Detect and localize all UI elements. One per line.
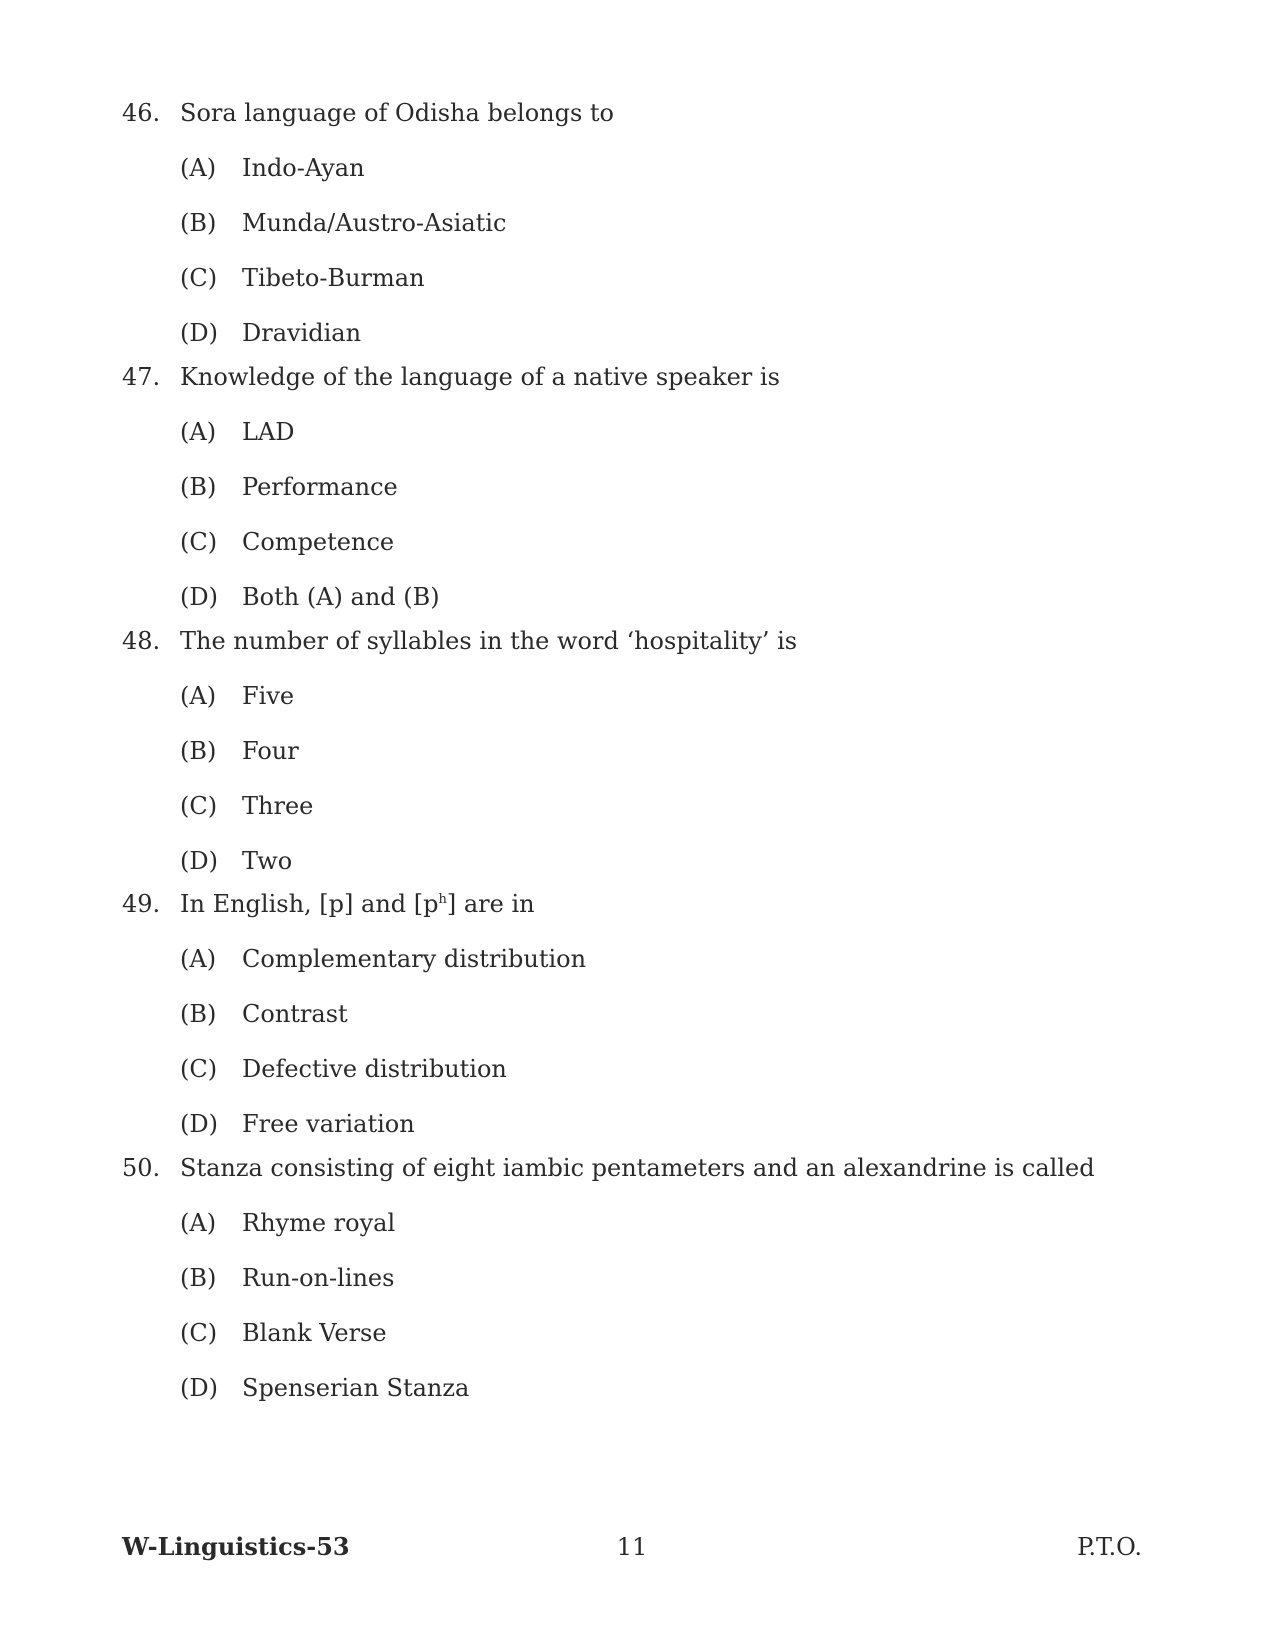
question-number: 50.: [122, 1154, 161, 1182]
option-text: Complementary distribution: [242, 945, 587, 973]
option-text: Spenserian Stanza: [242, 1374, 470, 1402]
option-a: [180, 681, 1122, 711]
option-text: Two: [242, 847, 293, 875]
page-footer: [122, 1531, 1142, 1563]
aspiration-superscript: h: [438, 892, 447, 907]
option-c: [180, 1054, 1122, 1084]
option-a: [180, 944, 1122, 974]
option-label: (B): [180, 473, 217, 501]
option-list: [122, 153, 1122, 348]
option-a: [180, 417, 1122, 447]
option-b: [180, 472, 1122, 502]
question-stem: [122, 362, 1122, 392]
option-text: Both (A) and (B): [242, 583, 440, 611]
question-stem: [122, 1153, 1122, 1183]
option-d: [180, 846, 1122, 876]
option-d: [180, 1373, 1122, 1403]
option-b: [180, 999, 1122, 1029]
question-text-after: ] are in: [446, 890, 535, 918]
option-b: [180, 736, 1122, 766]
question-stem: [122, 98, 1122, 128]
option-text: Rhyme royal: [242, 1209, 396, 1237]
option-label: (C): [180, 528, 218, 556]
option-text: Four: [242, 737, 299, 765]
option-label: (A): [180, 945, 217, 973]
question-number: 46.: [122, 99, 161, 127]
option-text: Performance: [242, 473, 398, 501]
option-label: (D): [180, 319, 218, 347]
option-text: LAD: [242, 418, 295, 446]
booklet-code: W-Linguistics-53: [122, 1532, 350, 1561]
option-label: (C): [180, 1319, 218, 1347]
option-text: Free variation: [242, 1110, 415, 1138]
option-label: (B): [180, 209, 217, 237]
option-label: (B): [180, 737, 217, 765]
option-text: Tibeto-Burman: [242, 264, 425, 292]
option-a: [180, 1208, 1122, 1238]
page-number: 11: [616, 1533, 648, 1561]
option-c: [180, 1318, 1122, 1348]
option-list: [122, 944, 1122, 1139]
option-list: [122, 417, 1122, 612]
option-label: (C): [180, 792, 218, 820]
question-text-before: In English, [p] and [p: [180, 890, 439, 918]
option-text: Run-on-lines: [242, 1264, 395, 1292]
option-c: [180, 527, 1122, 557]
option-list: [122, 681, 1122, 876]
option-d: [180, 318, 1122, 348]
question-46: [122, 98, 1122, 348]
question-50: [122, 1153, 1122, 1403]
option-label: (A): [180, 682, 217, 710]
option-a: [180, 153, 1122, 183]
option-label: (A): [180, 154, 217, 182]
question-number: 47.: [122, 363, 161, 391]
option-label: (C): [180, 1055, 218, 1083]
question-number: 48.: [122, 627, 161, 655]
option-label: (B): [180, 1264, 217, 1292]
option-text: Five: [242, 682, 295, 710]
option-label: (D): [180, 1374, 218, 1402]
option-text: Blank Verse: [242, 1319, 387, 1347]
option-list: [122, 1208, 1122, 1403]
option-label: (C): [180, 264, 218, 292]
option-text: Three: [242, 792, 314, 820]
question-text: Sora language of Odisha belongs to: [180, 99, 615, 127]
question-stem: [122, 626, 1122, 656]
option-d: [180, 1109, 1122, 1139]
question-text: The number of syllables in the word ‘hospitality’ is: [180, 627, 798, 655]
pto-label: P.T.O.: [1077, 1533, 1142, 1561]
question-47: [122, 362, 1122, 612]
question-49: [122, 889, 1122, 1139]
option-label: (D): [180, 1110, 218, 1138]
option-label: (A): [180, 1209, 217, 1237]
option-label: (A): [180, 418, 217, 446]
option-label: (D): [180, 583, 218, 611]
option-b: [180, 208, 1122, 238]
option-label: (D): [180, 847, 218, 875]
option-text: Competence: [242, 528, 395, 556]
option-d: [180, 582, 1122, 612]
option-label: (B): [180, 1000, 217, 1028]
option-c: [180, 791, 1122, 821]
question-text: [180, 890, 535, 918]
option-text: Indo-Ayan: [242, 154, 365, 182]
question-text: Stanza consisting of eight iambic pentameters and an alexandrine is called: [180, 1154, 1095, 1182]
option-text: Defective distribution: [242, 1055, 507, 1083]
option-c: [180, 263, 1122, 293]
question-number: 49.: [122, 890, 161, 918]
question-stem: [122, 889, 1122, 919]
option-text: Contrast: [242, 1000, 348, 1028]
question-text: Knowledge of the language of a native speaker is: [180, 363, 780, 391]
option-text: Munda/Austro-Asiatic: [242, 209, 507, 237]
question-48: [122, 626, 1122, 876]
option-text: Dravidian: [242, 319, 362, 347]
option-b: [180, 1263, 1122, 1293]
